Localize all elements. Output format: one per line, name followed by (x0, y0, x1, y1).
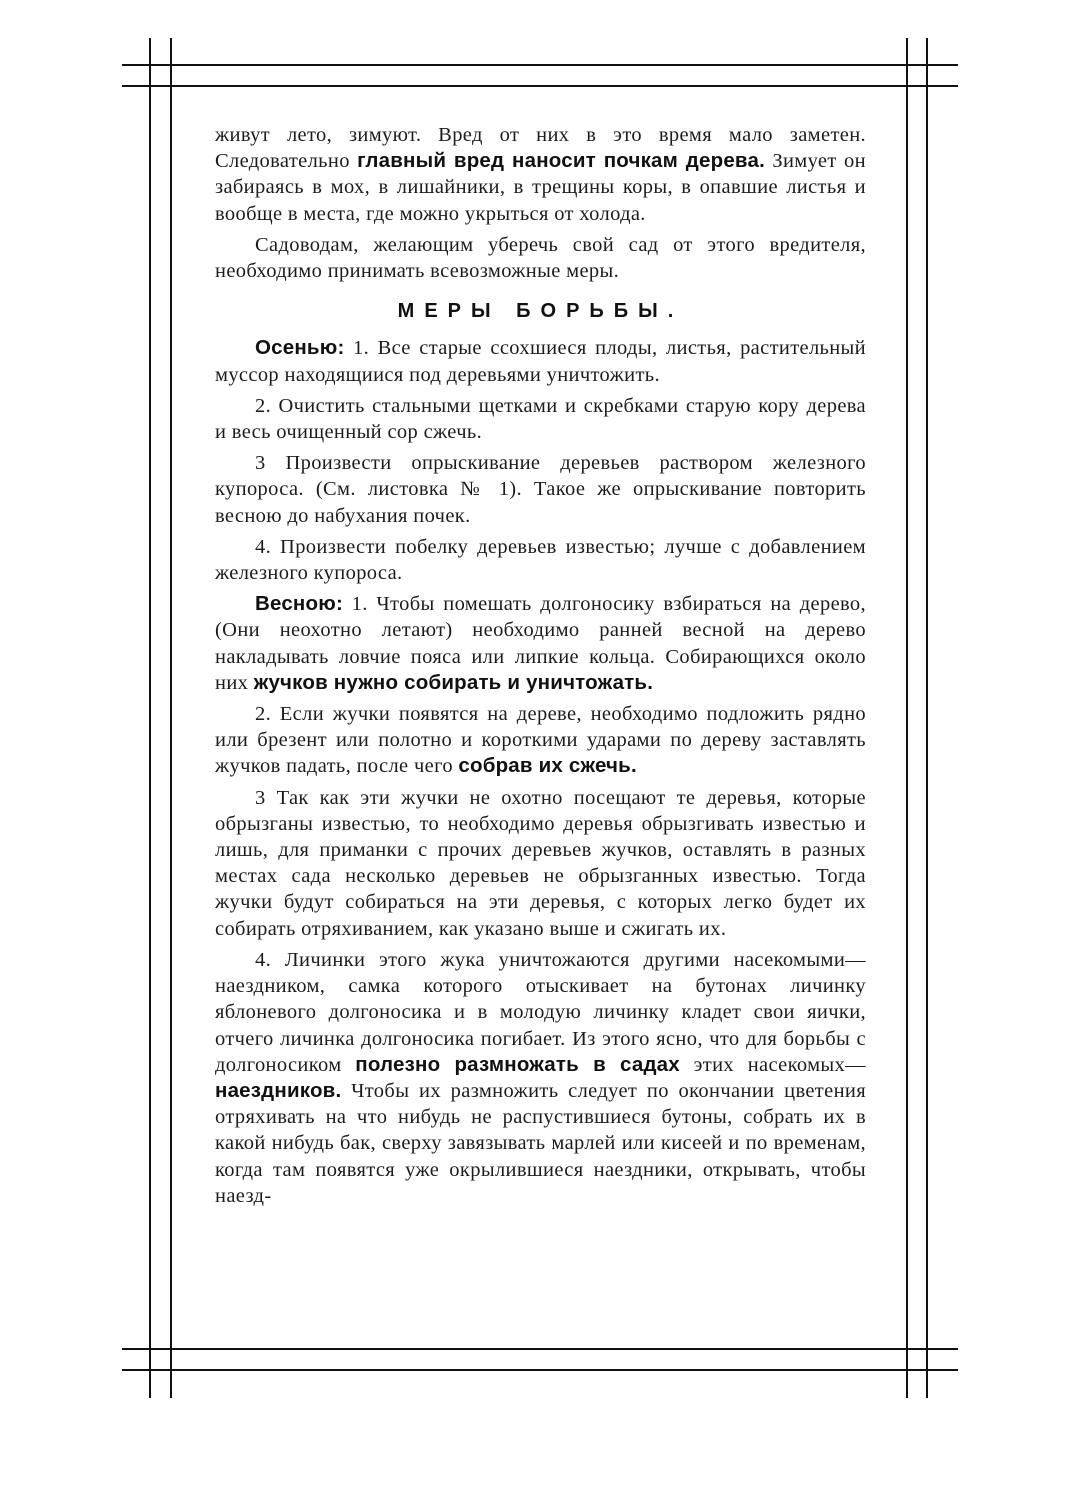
frame-bottom-rule-outer (122, 1369, 958, 1371)
frame-top-rule-inner (122, 85, 958, 87)
frame-bottom-rule-inner (122, 1348, 958, 1350)
paragraph-autumn-3: 3 Произвести опрыскивание деревьев раствором железного купороса. (См. листовка № 1). Такое же опрыскивание повторить весною до набухания почек. (215, 452, 866, 527)
emphasis-text: наездников. (215, 1078, 342, 1102)
paragraph-spring-1 (215, 591, 866, 696)
text-run: 1. Все старые ссохшиеся плоды, листья, растительный муссор находящиися под деревьями уничтожить. (215, 337, 866, 386)
emphasis-text: жучков нужно собирать и уничтожать. (253, 670, 654, 694)
frame-left-rule-inner (170, 38, 172, 1398)
text-run: Чтобы их размножить следует по окончании цветения отряхивать на что нибудь не распустившиеся бутоны, собрать их в какой нибудь бак, сверху завязывать марлей или кисеей и по временам, когда там появятся уже окрылившиеся наездники, открывать, чтобы наезд- (215, 1079, 866, 1207)
frame-left-rule-outer (149, 38, 151, 1398)
text-run: этих насекомых— (679, 1053, 867, 1076)
emphasis-text: главный вред наносит почкам дерева. (357, 149, 765, 173)
section-heading: МЕРЫ БОРЬБЫ. (397, 300, 684, 323)
frame-top-rule-outer (122, 64, 958, 66)
spring-label: Весною: (255, 592, 343, 616)
text-run: 4. Личинки этого жука уничтожаются другими насекомыми—наездником, самка которого отыскивает на бутонах личинку яблоневого долгоносика и в молодую личинку кладет свои яички, отчего личинка долгоносика погибает. Из этого ясно, что для борьбы с долгоносиком (215, 948, 866, 1076)
paragraph-autumn-2: 2. Очистить стальными щетками и скребками старую кору дерева и весь очищенный сор сжечь. (215, 394, 866, 444)
text-run: 1. Чтобы помешать долгоносику взбираться на дерево, (Они неохотно летают) необходимо ранней весной на дерево накладывать ловчие пояса или липкие кольца. Собирающихся около них (215, 593, 866, 694)
paragraph-autumn-1 (215, 335, 866, 387)
autumn-label: Осенью: (255, 336, 345, 360)
paragraph-intro (215, 122, 866, 227)
frame-right-rule-outer (926, 38, 928, 1398)
paragraph-spring-3: 3 Так как эти жучки не охотно посещают те деревья, которые обрызганы известью, то необходимо деревья обрызгивать известью и лишь, для приманки с прочих деревьев жучков, оставлять в разных местах сада несколько деревьев не обрызганных известью. Тогда жучки будут собираться на эти деревья, с которых легко будет их собирать отряхиванием, как указано выше и сжигать их. (215, 786, 866, 940)
paragraph-gardeners: Садоводам, желающим уберечь свой сад от этого вредителя, необходимо принимать всевозможные меры. (215, 233, 866, 283)
text-run: 2. Если жучки появятся на дереве, необходимо подложить рядно или брезент или полотно и короткими ударами по дереву заставлять жучков падать, после чего (215, 703, 866, 778)
text-run: Зимует он забираясь в мох, в лишайники, в трещины коры, в опавшие листья и вообще в места, где можно укрыться от холода. (215, 150, 866, 225)
paragraph-spring-2 (215, 701, 866, 780)
paragraph-autumn-4: 4. Произвести побелку деревьев известью; лучше с добавлением железного купороса. (215, 535, 866, 585)
text-run: живут лето, зимуют. Вред от них в это время мало заметен. Следовательно (215, 124, 866, 173)
paragraph-spring-4 (215, 947, 866, 1209)
frame-right-rule-inner (906, 38, 908, 1398)
body-text (215, 122, 866, 1209)
emphasis-text: собрав их сжечь. (458, 754, 637, 778)
emphasis-text: полезно размножать в садах (355, 1052, 680, 1076)
